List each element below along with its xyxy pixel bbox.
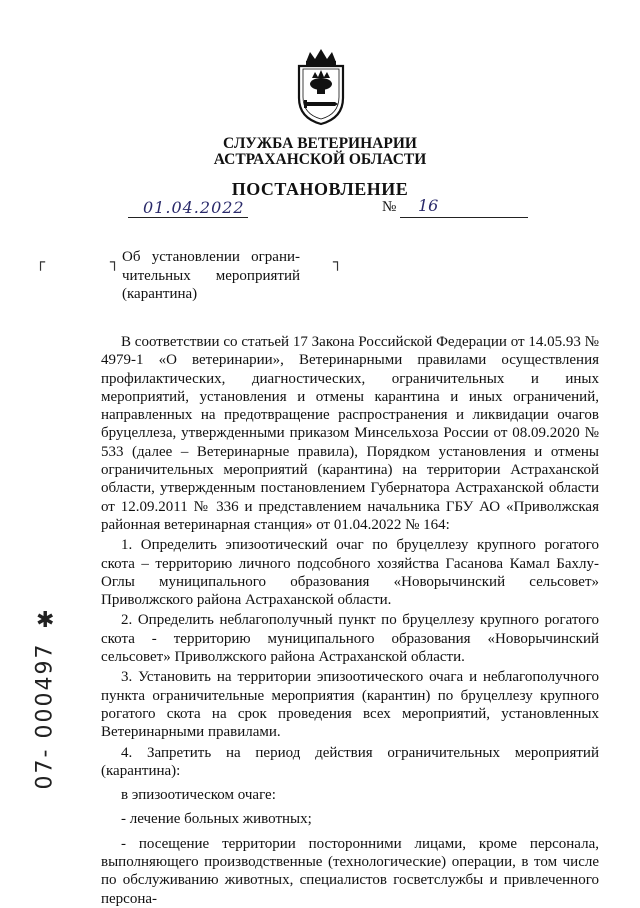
document-subject (122, 248, 300, 304)
body-paragraph-item-1: 1. Определить эпизоотический очаг по бруцеллезу крупного рогатого скота – территорию личного подсобного хозяйства Гасанова Камал Бахлу-Оглы муниципального образования «Новорычинский сельсовет» Приволжского района Астраханской области. (101, 537, 599, 609)
document-date: 01.04.2022 (143, 198, 245, 217)
body-paragraph-bullet: - посещение территории посторонними лицами, кроме персонала, выполняющего производственные (технологические) операции, в том числе по обслуживанию животных, специалистов госветслужбы и привлеченного персона- (101, 835, 599, 907)
body-paragraph-bullet: - лечение больных животных; (121, 811, 312, 828)
date-underline (128, 216, 248, 218)
number-underline (400, 216, 528, 218)
number-label: № (382, 199, 397, 215)
document-body (101, 333, 599, 908)
asterisk-stamp-icon: ✱ (36, 608, 55, 633)
organization-name-line1: СЛУЖБА ВЕТЕРИНАРИИ (223, 135, 417, 152)
document-number: 16 (418, 196, 439, 215)
subject-line: Об установлении ограни- (122, 249, 300, 265)
subject-line: чительных мероприятий (122, 267, 300, 284)
registration-stamp-number: 07- 000497 (32, 642, 58, 790)
organization-name-line2: АСТРАХАНСКОЙ ОБЛАСТИ (213, 151, 427, 168)
body-paragraph-item-3: 3. Установить на территории эпизоотического очага и неблагополучного пункта ограничительные мероприятия (карантин) по бруцеллезу крупного рогатого скота на срок проведения всех мероприятий, установленных Ветеринарными правилами. (101, 669, 599, 741)
body-paragraph-item-4: 4. Запретить на период действия ограничительных мероприятий (карантина): (101, 744, 599, 779)
subject-line: (карантина) (122, 286, 198, 302)
body-paragraph-item-2: 2. Определить неблагополучный пункт по бруцеллезу крупного рогатого скота - территорию муниципального образования «Новорычинский сельсовет» Приволжского района Астраханской области. (101, 612, 599, 666)
body-paragraph-preamble: В соответствии со статьей 17 Закона Российской Федерации от 14.05.93 № 4979-1 «О ветеринарии», Ветеринарными правилами осуществления профилактических, диагностических, ограничительных и иных мероприятий, установления и отмены карантина и иных ограничений, направленных на предотвращение распространения и ликвидации очагов бруцеллеза, утвержденными приказом Минсельхоза России от 08.09.2020 № 533 (далее – Ветеринарные правила), Порядком установления и отмены ограничительных мероприятий (карантина) на территории Астраханской области, утвержденным постановлением Губернатора Астраханской области от 12.09.2011 № 336 и представлением начальника ГБУ АО «Приволжская районная ветеринарная станция» от 01.04.2022 № 164: (101, 334, 599, 533)
document-type-title: ПОСТАНОВЛЕНИЕ (231, 179, 409, 199)
corner-bracket-left-icon: ┌ (36, 253, 46, 271)
coat-of-arms-emblem (291, 48, 351, 126)
corner-bracket-right-icon: ┐ (333, 253, 343, 271)
body-paragraph-subheading: в эпизоотическом очаге: (121, 787, 276, 804)
corner-bracket-inner-icon: ┐ (110, 253, 120, 271)
